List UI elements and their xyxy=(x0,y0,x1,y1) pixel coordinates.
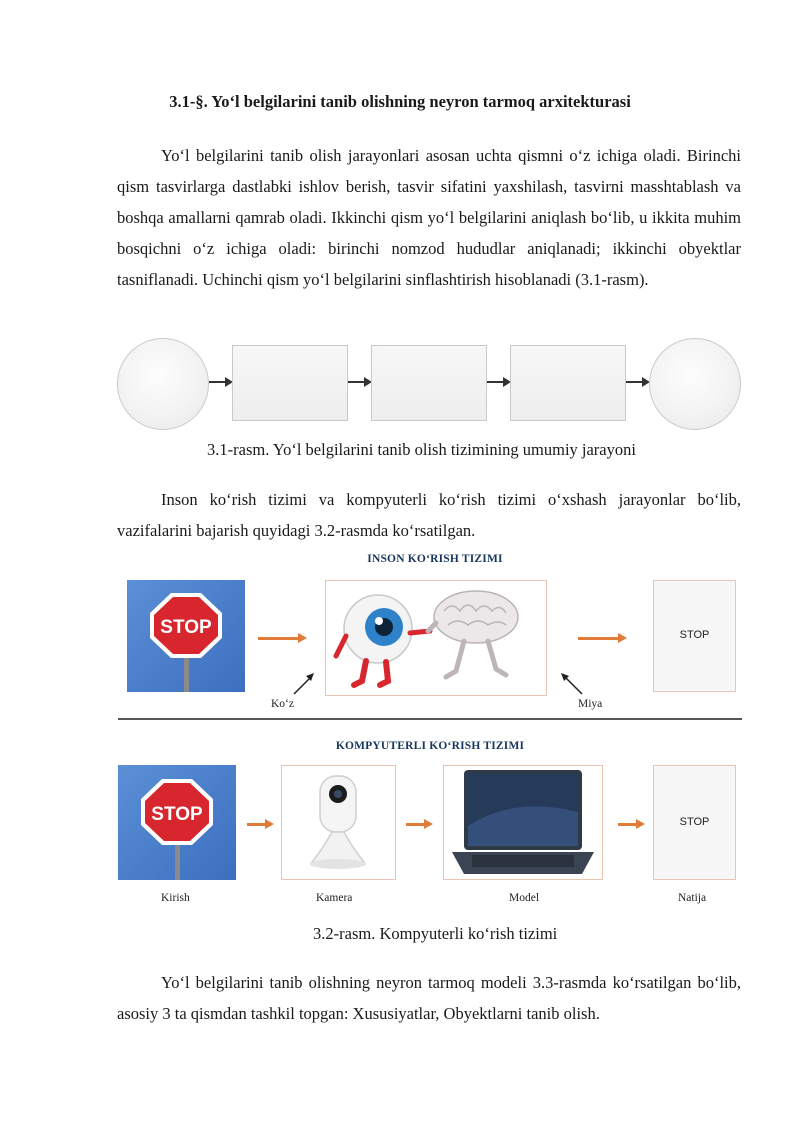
input-label: Kirish xyxy=(161,892,190,904)
figure-3-2-caption: 3.2-rasm. Kompyuterli ko‘rish tizimi xyxy=(313,924,558,943)
human-vision-title: INSON KO‘RISH TIZIMI xyxy=(367,553,503,565)
computer-vision-title: KOMPYUTERLI KO‘RISH TIZIMI xyxy=(335,740,525,752)
paragraph-intro-text: Yo‘l belgilarini tanib olish jarayonlari asosan uchta qismni o‘z ichiga oladi. Birinchi qism tasvirlarga dastlabki ishlov berish, tasvir sifatini yaxshilash, tasvirni masshtablash va boshqa amallarni qamrab oladi. Ikkinchi qism yo‘l belgilarini aniqlash bo‘lib, u ikkita muhim bosqichni o‘z ichiga oladi: birinchi nomzod hududlar aniqlanadi; ikkinchi obyektlar tasniflanadi. Uchinchi qism yo‘l belgilarini sinflashtirish hisoblanadi (3.1-rasm). xyxy=(117,146,741,289)
human-arrow-2 xyxy=(578,637,624,640)
brain-label: Miya xyxy=(578,698,603,710)
eye-label: Ko‘z xyxy=(271,698,294,710)
human-result-text: STOP xyxy=(679,629,710,641)
computer-result-text: STOP xyxy=(679,816,710,828)
laptop-image xyxy=(443,765,603,880)
flow-start-circle xyxy=(117,338,209,430)
figure-3-2 xyxy=(0,548,800,913)
flow-step-box-2 xyxy=(371,345,487,421)
paragraph-intro xyxy=(117,140,741,295)
human-result-box xyxy=(653,580,736,692)
eye-brain-image xyxy=(325,580,547,696)
computer-arrow-2 xyxy=(406,823,430,826)
figure-divider xyxy=(118,718,742,720)
brain-pointer-arrow xyxy=(556,670,586,698)
eye-pointer-arrow xyxy=(290,670,320,698)
flow-arrow-3 xyxy=(487,381,509,383)
paragraph-model xyxy=(117,967,741,1029)
human-stop-sign-text: STOP xyxy=(160,617,212,638)
camera-label: Kamera xyxy=(316,892,353,904)
camera-image xyxy=(281,765,396,880)
human-stop-sign-image xyxy=(127,580,245,692)
model-label: Model xyxy=(509,892,540,904)
figure-3-1-caption: 3.1-rasm. Yo‘l belgilarini tanib olish tizimining umumiy jarayoni xyxy=(207,440,636,459)
flow-arrow-2 xyxy=(348,381,370,383)
paragraph-vision-text: Inson ko‘rish tizimi va kompyuterli ko‘rish tizimi o‘xshash jarayonlar bo‘lib, vazifalarini bajarish quyidagi 3.2-rasmda ko‘rsatilgan. xyxy=(117,490,741,540)
flow-end-circle xyxy=(649,338,741,430)
flow-step-box-1 xyxy=(232,345,348,421)
paragraph-model-text: Yo‘l belgilarini tanib olishning neyron tarmoq modeli 3.3-rasmda ko‘rsatilgan bo‘lib, asosiy 3 ta qismdan tashkil topgan: Xususiyatlar, Obyektlarni tanib olish. xyxy=(117,973,741,1023)
paragraph-vision xyxy=(117,484,741,546)
computer-arrow-3 xyxy=(618,823,642,826)
computer-arrow-1 xyxy=(247,823,271,826)
flow-arrow-1 xyxy=(209,381,231,383)
flow-step-box-3 xyxy=(510,345,626,421)
result-label: Natija xyxy=(678,892,707,904)
human-arrow-1 xyxy=(258,637,304,640)
section-heading: 3.1-§. Yo‘l belgilarini tanib olishning neyron tarmoq arxitekturasi xyxy=(169,92,631,111)
computer-stop-sign-text: STOP xyxy=(151,804,203,825)
computer-result-box xyxy=(653,765,736,880)
figure-3-1-diagram xyxy=(0,335,800,430)
computer-stop-sign-image xyxy=(118,765,236,880)
flow-arrow-4 xyxy=(626,381,648,383)
